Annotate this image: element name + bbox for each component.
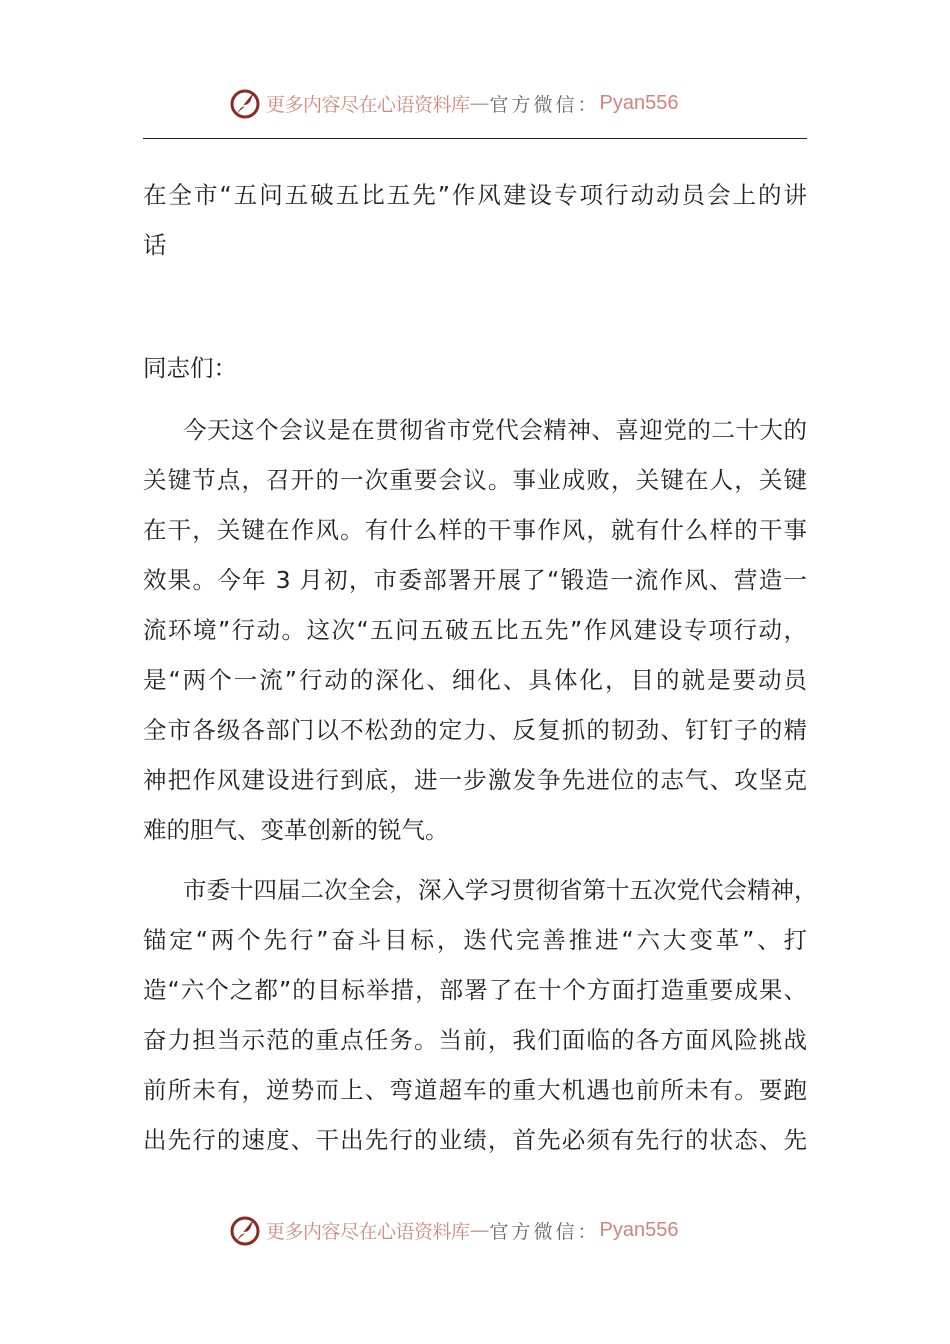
paragraph-line: 效果。今年 3 月初，市委部署开展了“锻造一流作风、营造一 xyxy=(143,566,807,594)
paragraph-line: 市委十四届二次全会，深入学习贯彻省第十五次党代会精神， xyxy=(183,876,818,904)
title-line: 在全市“五问五破五比五先”作风建设专项行动动员会上的讲 xyxy=(143,181,807,209)
banner-brand: 更多内容尽在心语资料库 xyxy=(266,93,470,116)
banner-wechat-label: 官方微信： xyxy=(489,93,600,116)
paragraph-line: 难的胆气、变革创新的锐气。 xyxy=(143,816,449,844)
salutation xyxy=(143,343,807,393)
header-banner xyxy=(228,83,728,123)
banner-dash: — xyxy=(469,1218,490,1242)
paragraph-1 xyxy=(143,405,807,855)
paragraph-line: 奋力担当示范的重点任务。当前，我们面临的各方面风险挑战 xyxy=(143,1026,807,1054)
paragraph-line: 在干，关键在作风。有什么样的干事作风，就有什么样的干事 xyxy=(143,516,807,544)
banner-wechat-label: 官方微信： xyxy=(489,1220,600,1243)
banner-brand: 更多内容尽在心语资料库 xyxy=(266,1220,470,1243)
paragraph-2 xyxy=(143,865,818,1165)
paragraph-line: 是“两个一流”行动的深化、细化、具体化，目的就是要动员 xyxy=(143,666,807,694)
paragraph-line: 今天这个会议是在贯彻省市党代会精神、喜迎党的二十大的 xyxy=(183,416,807,444)
salutation-text: 同志们： xyxy=(143,354,237,382)
banner-wechat-id: Pyan556 xyxy=(599,1218,679,1241)
document-title xyxy=(143,170,807,270)
footer-banner xyxy=(228,1210,728,1250)
banner-wechat-id: Pyan556 xyxy=(599,91,679,114)
paragraph-line: 出先行的速度、干出先行的业绩，首先必须有先行的状态、先 xyxy=(143,1126,807,1154)
paragraph-line: 全市各级各部门以不松劲的定力、反复抓的韧劲、钉钉子的精 xyxy=(143,716,807,744)
paragraph-line: 流环境”行动。这次“五问五破五比五先”作风建设专项行动， xyxy=(143,616,807,644)
paragraph-line: 前所未有，逆势而上、弯道超车的重大机遇也前所未有。要跑 xyxy=(143,1076,807,1104)
paragraph-line: 造“六个之都”的目标举措，部署了在十个方面打造重要成果、 xyxy=(143,976,807,1004)
header-rule xyxy=(143,138,807,139)
paragraph-line: 神把作风建设进行到底，进一步激发争先进位的志气、攻坚克 xyxy=(143,766,807,794)
quill-logo-icon xyxy=(228,86,262,120)
paragraph-line: 关键节点，召开的一次重要会议。事业成败，关键在人，关键 xyxy=(143,466,807,494)
paragraph-line: 锚定“两个先行”奋斗目标，迭代完善推进“六大变革”、打 xyxy=(143,926,807,954)
quill-logo-icon xyxy=(228,1213,262,1247)
title-line: 话 xyxy=(143,231,167,259)
banner-dash: — xyxy=(469,91,490,115)
